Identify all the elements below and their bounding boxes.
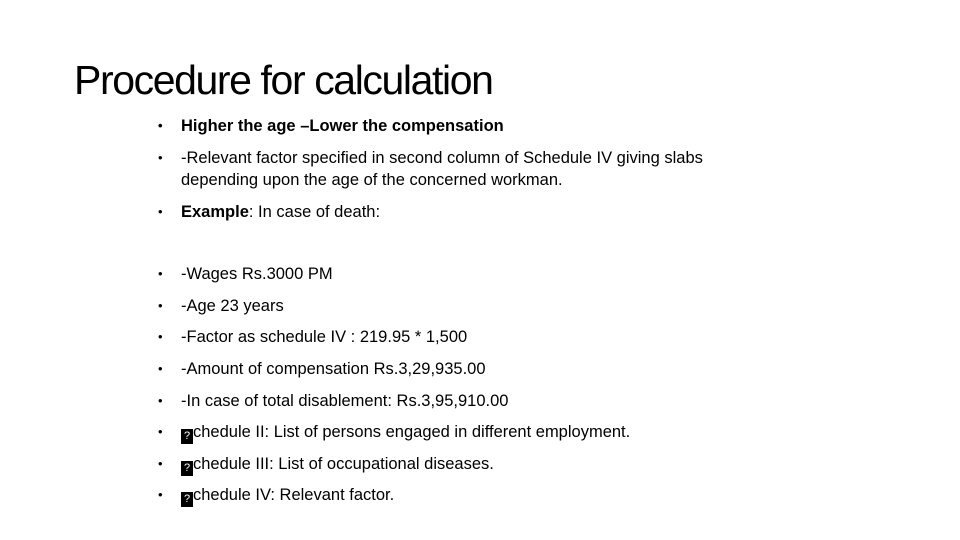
bullet-relevant-factor: [158, 147, 921, 191]
bullet-dot: •: [158, 424, 163, 439]
bullet-schedule-iii: [158, 453, 921, 476]
bullet-total-disablement: [158, 390, 921, 412]
bullet-dot: •: [158, 118, 163, 133]
bullet-text: chedule II: List of persons engaged in different employment.: [193, 423, 631, 441]
bullet-dot: •: [158, 487, 163, 502]
bullet-dot: •: [158, 393, 163, 408]
bullet-text: -Amount of compensation Rs.3,29,935.00: [181, 360, 486, 378]
example-label: Example: [181, 203, 249, 221]
bullet-age-compensation: [158, 115, 921, 137]
bullet-text-line1: -Relevant factor specified in second column of Schedule IV giving slabs: [181, 149, 703, 167]
bullet-schedule-iv: [158, 484, 921, 507]
bullet-text: -In case of total disablement: Rs.3,95,910.00: [181, 392, 509, 410]
bullet-factor: [158, 326, 921, 348]
bullet-dot: •: [158, 456, 163, 471]
bullet-text: Higher the age –Lower the compensation: [181, 117, 504, 135]
bullet-text: : In case of death:: [248, 203, 381, 221]
bullet-age: [158, 295, 921, 317]
bullet-text: -Age 23 years: [181, 297, 284, 315]
bullet-dot: •: [158, 150, 163, 165]
bullet-text-line2: depending upon the age of the concerned workman.: [181, 171, 563, 189]
slide-title: Procedure for calculation: [74, 57, 493, 103]
bullet-text: chedule III: List of occupational diseases.: [193, 455, 494, 473]
bullet-text: -Wages Rs.3000 PM: [181, 265, 333, 283]
bullet-dot: •: [158, 266, 163, 281]
missing-glyph-icon: ?: [181, 429, 193, 444]
bullet-schedule-ii: [158, 421, 921, 444]
bullet-dot: •: [158, 329, 163, 344]
bullet-text: chedule IV: Relevant factor.: [193, 486, 395, 504]
bullet-dot: •: [158, 298, 163, 313]
bullet-text: -Factor as schedule IV : 219.95 * 1,500: [181, 328, 468, 346]
bullet-dot: •: [158, 361, 163, 376]
missing-glyph-icon: ?: [181, 492, 193, 507]
bullet-example: [158, 201, 921, 223]
missing-glyph-icon: ?: [181, 461, 193, 476]
bullet-amount: [158, 358, 921, 380]
bullet-wages: [158, 263, 921, 285]
bullet-dot: •: [158, 204, 163, 219]
